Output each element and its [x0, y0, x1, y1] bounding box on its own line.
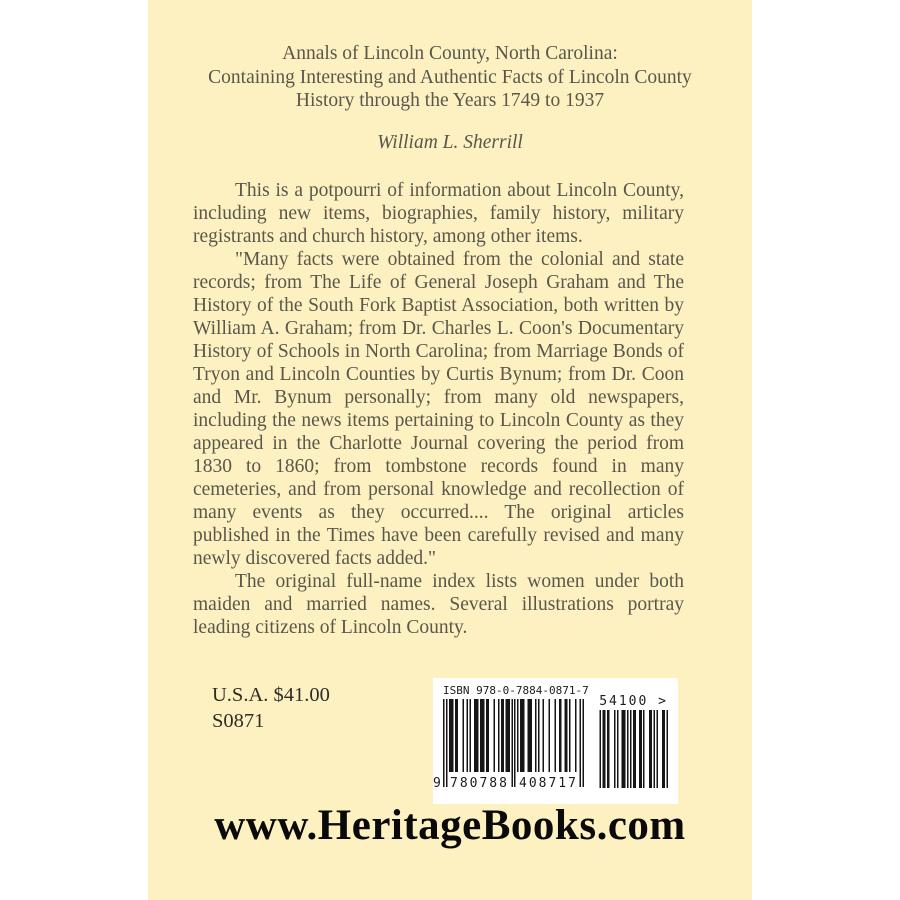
- book-title: [148, 0, 752, 113]
- title-line-1: Annals of Lincoln County, North Carolina:: [282, 43, 618, 64]
- description-paragraph: "Many facts were obtained from the colonial and state records; from The Life of General Joseph Graham and The History of the South Fork Baptist Association, both written by William A. Graham; from Dr. Charles L. Coon's Documentary History of Schools in North Carolina; from Marriage Bonds of Tryon and Lincoln Counties by Curtis Bynum; from Dr. Coon and Mr. Bynum personally; from many old newspapers, including the news items pertaining to Lincoln County as they appeared in the Charlotte Journal covering the period from 1830 to 1860; from tombstone records found in many cemeteries, and from personal knowledge and recollection of many events as they occurred.... The original articles published in the Times have been carefully revised and many newly discovered facts added.": [193, 248, 684, 569]
- ean13-bars: [443, 699, 584, 787]
- title-line-2: Containing Interesting and Authentic Facts of Lincoln County: [208, 66, 692, 88]
- ean13-digit-group-left: 780788: [450, 776, 509, 791]
- publisher-website: www.HeritageBooks.com: [214, 802, 686, 849]
- price-block: [212, 682, 330, 734]
- description-text: [148, 179, 752, 639]
- ean13-digit-group-right: 408717: [519, 776, 578, 791]
- ean13-barcode: [433, 684, 589, 791]
- price-label: U.S.A. $41.00: [212, 684, 330, 706]
- book-back-cover: [148, 0, 752, 900]
- ean13-digit-lead: 9: [433, 776, 443, 791]
- author-name: William L. Sherrill: [377, 131, 523, 153]
- addon-digits: 54100 >: [599, 694, 668, 709]
- isbn-text: ISBN 978-0-7884-0871-7: [443, 684, 589, 697]
- description-paragraph: This is a potpourri of information about Lincoln County, including new items, biographies, family history, military registrants and church history, among other items.: [193, 179, 684, 247]
- sku-label: S0871: [212, 710, 265, 732]
- barcode-panel: [433, 678, 678, 804]
- ean5-addon-barcode: [598, 694, 668, 788]
- ean5-bars: [598, 710, 668, 788]
- title-line-3: History through the Years 1749 to 1937: [295, 90, 605, 111]
- description-paragraph: The original full-name index lists women under both maiden and married names. Several illustrations portray leading citizens of Lincoln County.: [193, 570, 684, 638]
